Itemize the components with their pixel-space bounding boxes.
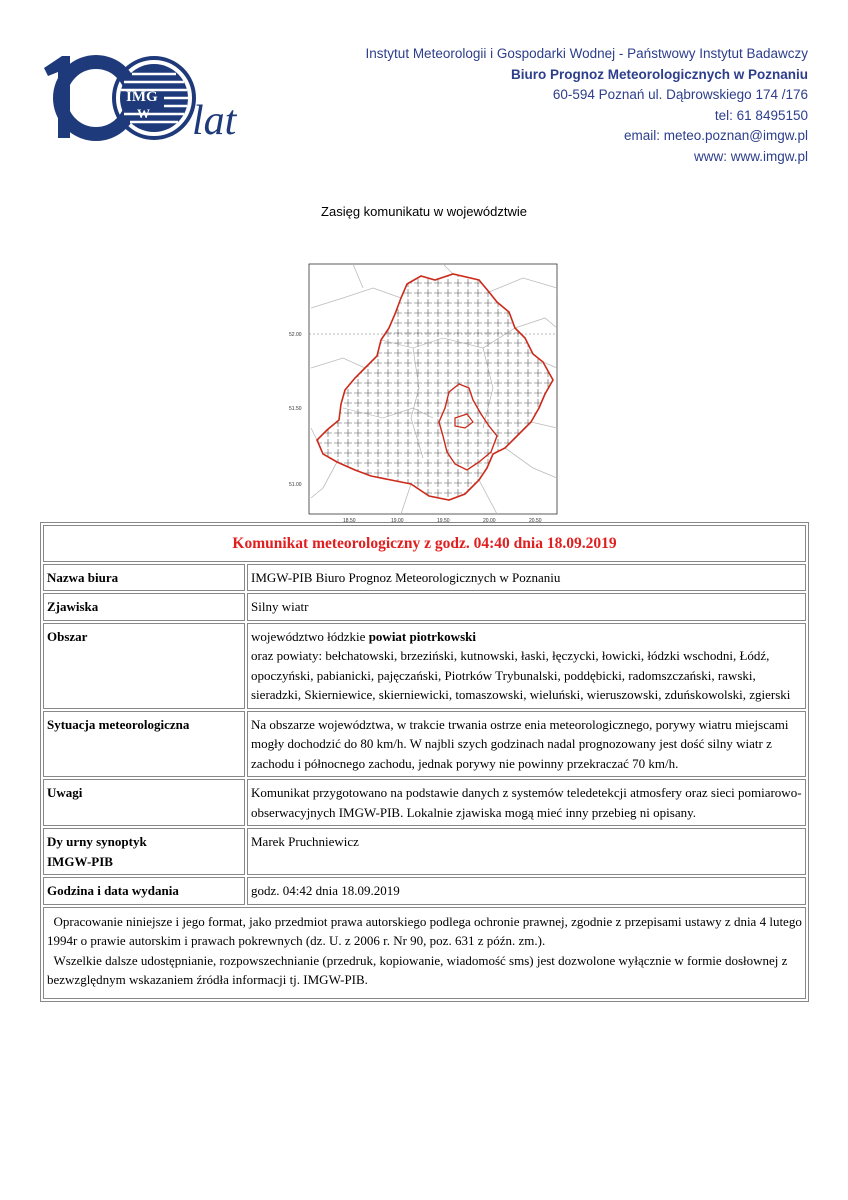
notes-label: Uwagi bbox=[43, 779, 245, 826]
table-row bbox=[43, 828, 806, 875]
area-value bbox=[247, 623, 806, 709]
voivodeship-warning-map bbox=[283, 258, 565, 526]
map-x-tick: 20.50 bbox=[529, 518, 542, 524]
imgw-100-lat-logo bbox=[44, 52, 259, 144]
office-label: Nazwa biura bbox=[43, 564, 245, 592]
map-x-tick: 18.50 bbox=[343, 518, 356, 524]
map-x-tick: 19.50 bbox=[437, 518, 450, 524]
duty-label-line1: Dy urny synoptyk bbox=[47, 834, 147, 849]
duty-value: Marek Pruchniewicz bbox=[247, 828, 806, 875]
svg-text:W: W bbox=[137, 106, 150, 121]
office-name: Biuro Prognoz Meteorologicznych w Poznaniu bbox=[510, 66, 808, 82]
area-other-counties: oraz powiaty: bełchatowski, brzeziński, kutnowski, łaski, łęczycki, łowicki, łódzki wschodni, Łódź, opoczyński, pabianicki, pajęczański, Piotrków Trybunalski, poddębicki, radomszczański, rawski, sieradzki, Skierniewice, skierniewicki, tomaszowski, wieluński, wieruszowski, zduńskowolski, zgierski bbox=[251, 648, 791, 702]
issued-value: godz. 04:42 dnia 18.09.2019 bbox=[247, 877, 806, 905]
copyright-notice bbox=[43, 907, 806, 999]
issued-label: Godzina i data wydania bbox=[43, 877, 245, 905]
area-label: Obszar bbox=[43, 623, 245, 709]
office-value: IMGW-PIB Biuro Prognoz Meteorologicznych w Poznaniu bbox=[247, 564, 806, 592]
table-row bbox=[43, 779, 806, 826]
office-address: 60-594 Poznań ul. Dąbrowskiego 174 /176 bbox=[552, 87, 808, 103]
map-y-tick: 51.00 bbox=[289, 482, 302, 488]
svg-text:lat: lat bbox=[192, 98, 237, 144]
table-row bbox=[43, 564, 806, 592]
copyright-paragraph-1: Opracowanie niniejsze i jego format, jako przedmiot prawa autorskiego podlega ochronie prawnej, zgodnie z przepisami ustawy z dnia 4 lutego 1994r o prawie autorskim i prawach pokrewnych (dz. U. z 2006 r. Nr 90, poz. 631 z późn. zm.). bbox=[47, 913, 806, 948]
map-y-tick: 51.50 bbox=[289, 406, 302, 412]
notes-value: Komunikat przygotowano na podstawie danych z systemów teledetekcji atmosfery oraz sieci pomiarowo-obserwacyjnych IMGW-PIB. Lokalnie zjawiska mogą mieć inny przebieg ni opisany. bbox=[247, 779, 806, 826]
phenomena-label: Zjawiska bbox=[43, 593, 245, 621]
table-row bbox=[43, 877, 806, 905]
situation-label: Sytuacja meteorologiczna bbox=[43, 711, 245, 778]
situation-value: Na obszarze województwa, w trakcie trwania ostrze enia meteorologicznego, porywy wiatru miejscami mogły dochodzić do 80 km/h. W najbli szych godzinach nadal prognozowany jest dość silny wiatr z zachodu i północnego zachodu, jednak porywy nie powinny przekraczać 70 km/h. bbox=[247, 711, 806, 778]
office-email[interactable]: email: meteo.poznan@imgw.pl bbox=[623, 128, 808, 144]
map-x-tick: 20.00 bbox=[483, 518, 496, 524]
table-row bbox=[43, 623, 806, 709]
table-row bbox=[43, 711, 806, 778]
report-title: Komunikat meteorologiczny z godz. 04:40 dnia 18.09.2019 bbox=[43, 525, 806, 562]
copyright-paragraph-2: Wszelkie dalsze udostępnianie, rozpowszechnianie (przedruk, kopiowanie, wiadomość sms) jest dozwolone wyłącznie w formie dosłownej z bezwzględnym wskazaniem źródła informacji tj. IMGW-PIB. bbox=[47, 952, 791, 987]
office-website[interactable]: www: www.imgw.pl bbox=[693, 148, 808, 164]
table-row bbox=[43, 593, 806, 621]
duty-label bbox=[43, 828, 245, 875]
office-phone: tel: 61 8495150 bbox=[714, 107, 808, 123]
area-prefix: województwo łódzkie bbox=[251, 628, 369, 644]
area-main-county: powiat piotrkowski bbox=[368, 628, 476, 644]
office-header bbox=[366, 44, 808, 168]
warning-report-table bbox=[40, 522, 809, 1002]
map-y-tick: 52.00 bbox=[289, 332, 302, 338]
map-x-tick: 19.00 bbox=[391, 518, 404, 524]
svg-text:IMG: IMG bbox=[126, 89, 158, 105]
range-caption: Zasięg komunikatu w województwie bbox=[321, 204, 527, 219]
phenomena-value: Silny wiatr bbox=[247, 593, 806, 621]
institute-name: Instytut Meteorologii i Gospodarki Wodnej - Państwowy Instytut Badawczy bbox=[365, 46, 808, 61]
duty-label-line2: IMGW-PIB bbox=[47, 853, 113, 869]
